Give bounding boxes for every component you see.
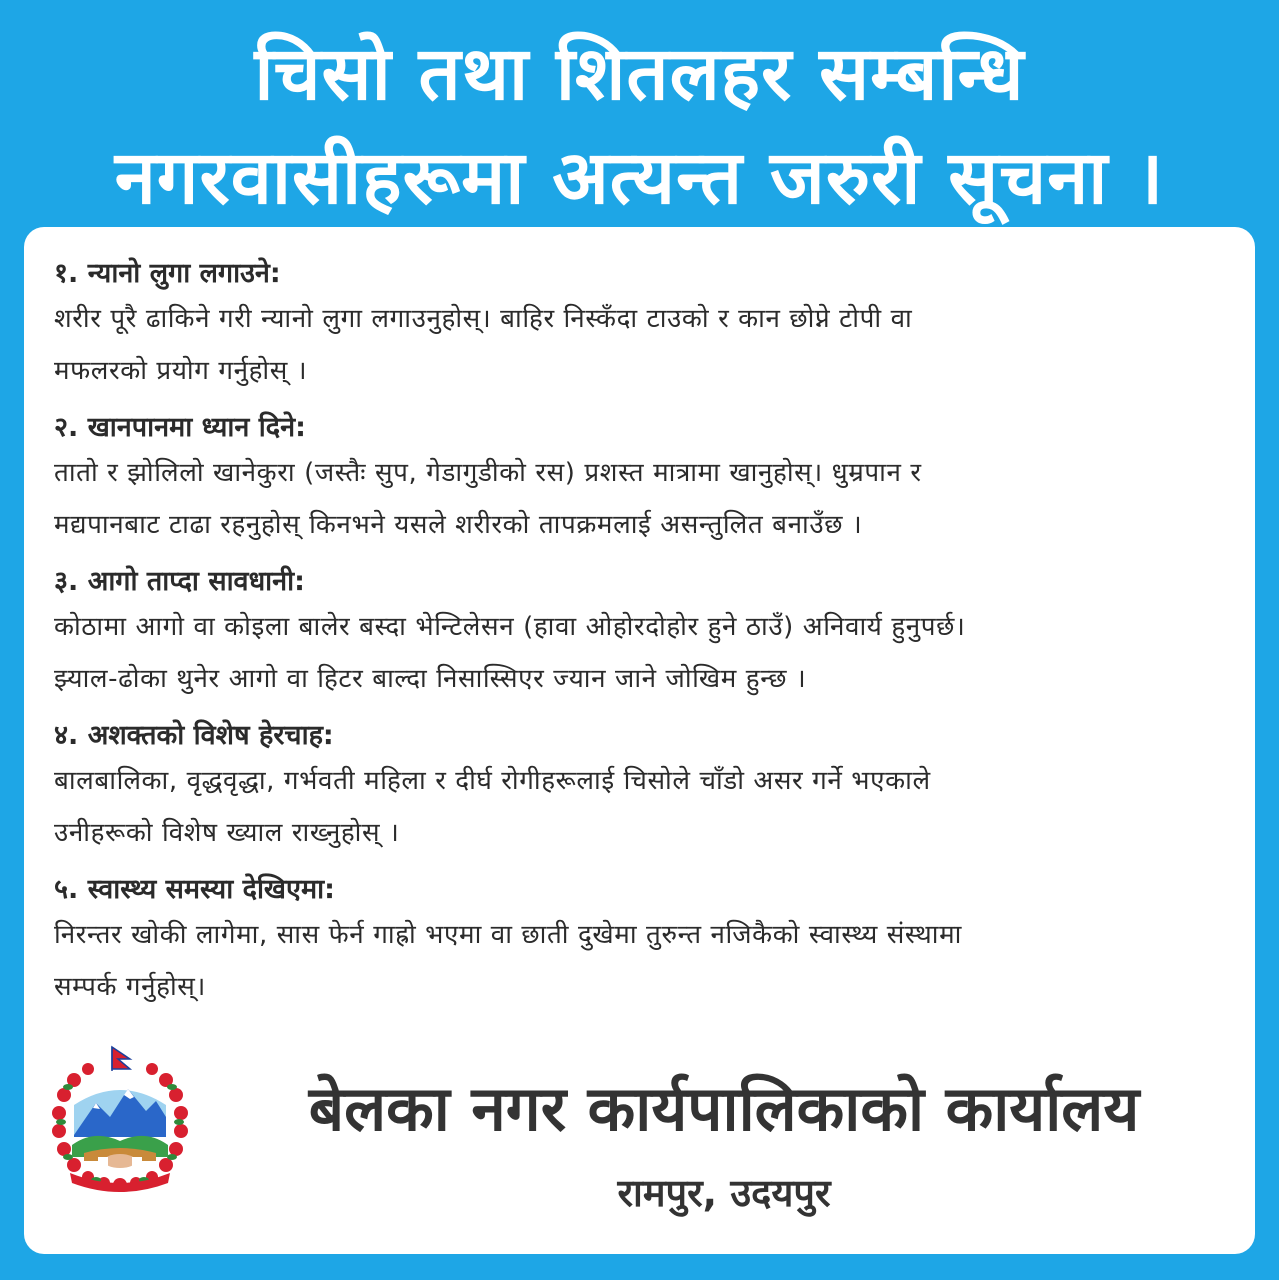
section-line: शरीर पूरै ढाकिने गरी न्यानो लुगा लगाउनुहोस्। बाहिर निस्कँदा टाउको र कान छोप्ने टोपी वा xyxy=(54,304,913,334)
section-line: झ्याल-ढोका थुनेर आगो वा हिटर बाल्दा निसास्सिएर ज्यान जाने जोखिम हुन्छ । xyxy=(54,664,807,694)
section-health-problem xyxy=(54,871,1234,1013)
title-line-1: चिसो तथा शितलहर सम्बन्धि xyxy=(254,31,1025,117)
notice-title xyxy=(0,22,1279,230)
section-heading: २. खानपानमा ध्यान दिने: xyxy=(54,412,306,443)
notice-card xyxy=(24,227,1255,1254)
office-block xyxy=(224,1067,1224,1223)
section-heading: ५. स्वास्थ्य समस्या देखिएमा: xyxy=(54,874,335,905)
section-warm-clothes xyxy=(54,255,1234,397)
section-heading: ३. आगो ताप्दा सावधानी: xyxy=(54,566,305,597)
section-fire-safety xyxy=(54,563,1234,705)
nepal-government-emblem-icon xyxy=(44,1045,196,1197)
section-heading: ४. अशक्तको विशेष हेरचाह: xyxy=(54,720,334,751)
title-line-2: नगरवासीहरूमा अत्यन्त जरुरी सूचना । xyxy=(114,135,1165,221)
section-line: तातो र झोलिलो खानेकुरा (जस्तैः सुप, गेडागुडीको रस) प्रशस्त मात्रामा खानुहोस्। धुम्रपान र xyxy=(54,458,922,488)
section-line: निरन्तर खोकी लागेमा, सास फेर्न गाह्रो भएमा वा छाती दुखेमा तुरुन्त नजिकैको स्वास्थ्य संस्थामा xyxy=(54,920,962,950)
section-diet xyxy=(54,409,1234,551)
section-line: सम्पर्क गर्नुहोस्। xyxy=(54,972,206,1002)
section-vulnerable-care xyxy=(54,717,1234,859)
office-address: रामपुर, उदयपुर xyxy=(617,1171,831,1215)
section-heading: १. न्यानो लुगा लगाउने: xyxy=(54,258,281,289)
notice-sections xyxy=(54,255,1234,1025)
section-line: उनीहरूको विशेष ख्याल राख्नुहोस् । xyxy=(54,818,400,848)
section-line: मद्यपानबाट टाढा रहनुहोस् किनभने यसले शरीरको तापक्रमलाई असन्तुलित बनाउँछ । xyxy=(54,510,863,540)
office-name: बेलका नगर कार्यपालिकाको कार्यालय xyxy=(308,1072,1140,1145)
section-line: बालबालिका, वृद्धवृद्धा, गर्भवती महिला र दीर्घ रोगीहरूलाई चिसोले चाँडो असर गर्ने भएकाले xyxy=(54,766,931,796)
section-line: कोठामा आगो वा कोइला बालेर बस्दा भेन्टिलेसन (हावा ओहोरदोहोर हुने ठाउँ) अनिवार्य हुनुपर्छ। xyxy=(54,612,966,642)
section-line: मफलरको प्रयोग गर्नुहोस् । xyxy=(54,356,308,386)
